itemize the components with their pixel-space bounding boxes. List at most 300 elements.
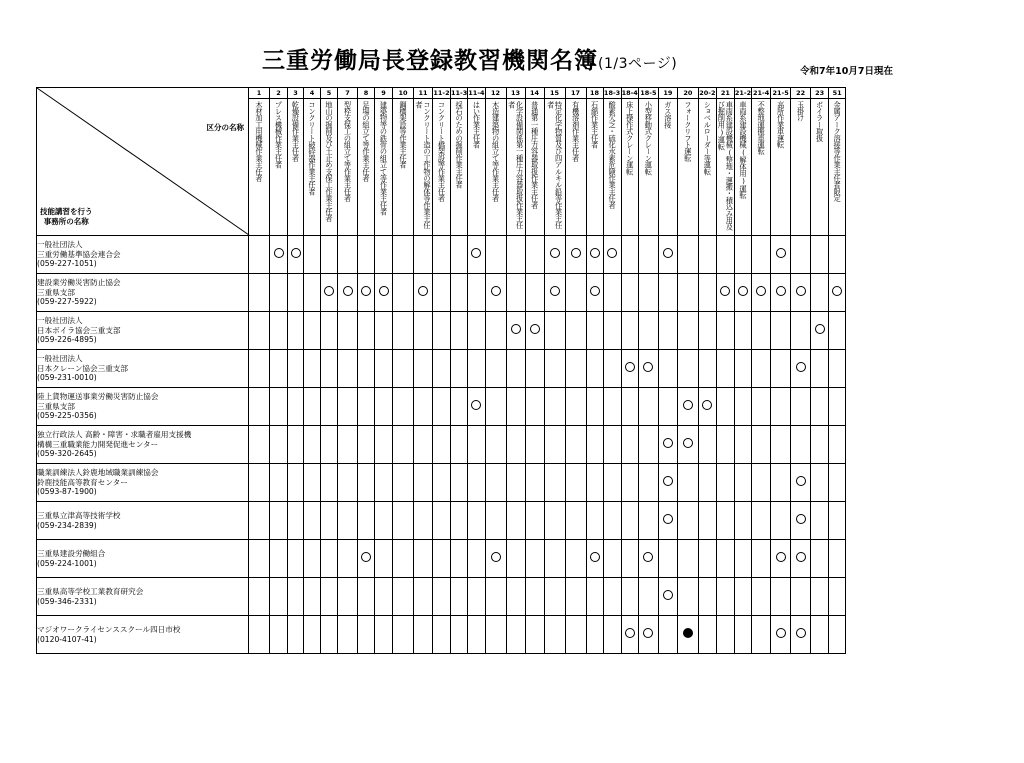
course-cell [565, 464, 586, 502]
course-cell [621, 388, 638, 426]
course-cell [658, 388, 677, 426]
course-cell [468, 312, 485, 350]
course-cell [565, 616, 586, 654]
course-cell [249, 350, 270, 388]
organization-name-line: 鈴鹿技能高等教育センター [37, 477, 128, 487]
organization-cell [37, 350, 249, 388]
column-number: 21-5 [772, 89, 789, 97]
table-row [37, 464, 846, 502]
circle-mark [291, 248, 301, 258]
column-header [304, 99, 321, 236]
corner-label-office-line1: 技能講習を行う [40, 207, 93, 216]
column-name: ガス溶接 [663, 101, 673, 128]
course-cell [321, 578, 338, 616]
course-cell [506, 616, 525, 654]
column-number: 11 [414, 88, 433, 99]
course-cell [811, 502, 829, 540]
course-cell [288, 350, 304, 388]
course-cell [658, 274, 677, 312]
course-cell [485, 274, 506, 312]
column-number: 11-4 [468, 89, 485, 97]
column-header [451, 99, 468, 236]
course-cell [304, 464, 321, 502]
corner-label-category: 区分の名称 [206, 123, 244, 132]
column-name: ショベルローダー等運転 [703, 101, 713, 175]
column-number: 18-3 [603, 89, 621, 97]
course-cell [525, 616, 544, 654]
course-cell [249, 312, 270, 350]
organization-name-line: 職業訓練法人鈴鹿地域職業訓練協会 [37, 468, 159, 478]
course-cell [249, 616, 270, 654]
organization-cell [37, 274, 249, 312]
course-cell [565, 502, 586, 540]
column-header [565, 99, 586, 236]
course-cell [358, 578, 375, 616]
circle-mark [590, 248, 600, 258]
course-cell [375, 312, 393, 350]
filled-circle-mark [683, 628, 693, 638]
course-cell [321, 274, 338, 312]
circle-mark [379, 286, 389, 296]
organization-phone: (059-227-1051) [37, 259, 97, 269]
course-cell [829, 616, 846, 654]
course-cell [677, 578, 698, 616]
table-row [37, 616, 846, 654]
circle-mark [720, 286, 730, 296]
course-cell [288, 426, 304, 464]
column-name: 足場の組立て等作業主任者 [362, 101, 371, 182]
course-cell [698, 388, 716, 426]
course-cell [544, 464, 565, 502]
course-cell [771, 578, 791, 616]
course-cell [544, 502, 565, 540]
course-cell [270, 578, 288, 616]
course-cell [485, 388, 506, 426]
course-cell [304, 388, 321, 426]
course-cell [829, 388, 846, 426]
column-number-row [37, 88, 846, 99]
organization-name-line: 陸上貨物運送事業労働災害防止協会 [37, 392, 159, 402]
column-number: 20 [677, 88, 698, 99]
organization-cell [37, 578, 249, 616]
course-cell [393, 312, 414, 350]
course-cell [734, 464, 751, 502]
course-cell [433, 312, 451, 350]
title-main: 三重労働局長登録教習機関名簿 [262, 48, 598, 74]
course-cell [658, 464, 677, 502]
course-cell [451, 388, 468, 426]
course-cell [270, 274, 288, 312]
course-cell [698, 274, 716, 312]
circle-mark [643, 552, 653, 562]
course-cell [304, 540, 321, 578]
organization-name-line: 三重労働基準協会連合会 [37, 249, 121, 259]
course-cell [811, 388, 829, 426]
course-cell [829, 578, 846, 616]
course-cell [525, 426, 544, 464]
organization-cell [37, 616, 249, 654]
course-cell [716, 540, 734, 578]
column-header [698, 99, 716, 236]
column-name: 床上操作式クレーン運転 [625, 101, 635, 175]
column-name: はい作業主任者 [472, 101, 482, 148]
course-cell [658, 312, 677, 350]
course-cell [433, 502, 451, 540]
course-cell [586, 350, 603, 388]
course-cell [468, 388, 485, 426]
column-header [544, 99, 565, 236]
course-cell [771, 236, 791, 274]
course-cell [525, 312, 544, 350]
course-cell [621, 426, 638, 464]
column-name: ボイラー取扱 [815, 101, 825, 142]
course-cell [393, 502, 414, 540]
course-cell [586, 388, 603, 426]
course-cell [375, 426, 393, 464]
course-cell [451, 502, 468, 540]
organization-cell [37, 540, 249, 578]
course-cell [603, 236, 621, 274]
circle-mark [590, 552, 600, 562]
course-cell [677, 312, 698, 350]
course-cell [586, 540, 603, 578]
course-cell [811, 236, 829, 274]
course-cell [791, 426, 811, 464]
course-cell [414, 350, 433, 388]
course-cell [677, 274, 698, 312]
course-cell [658, 350, 677, 388]
column-name: 車両系建設機械(整地・運搬・積込み用及び掘削用)運転 [717, 101, 735, 231]
course-cell [451, 578, 468, 616]
column-header [525, 99, 544, 236]
course-cell [565, 274, 586, 312]
column-name: プレス機械作業主任者 [274, 101, 284, 168]
column-header [811, 99, 829, 236]
circle-mark [607, 248, 617, 258]
course-cell [734, 426, 751, 464]
column-name: 化学設備関係第一種圧力容器取扱作業主任者 [507, 101, 525, 229]
course-cell [791, 616, 811, 654]
course-cell [393, 236, 414, 274]
course-cell [414, 274, 433, 312]
course-cell [451, 426, 468, 464]
circle-mark [643, 362, 653, 372]
course-cell [752, 274, 771, 312]
course-cell [304, 236, 321, 274]
course-cell [506, 388, 525, 426]
circle-mark [324, 286, 334, 296]
organization-name-line: 独立行政法人 高齢・障害・求職者雇用支援機 [37, 430, 192, 440]
course-cell [485, 616, 506, 654]
course-cell [506, 540, 525, 578]
column-number: 18 [586, 88, 603, 99]
course-cell [716, 426, 734, 464]
course-cell [771, 464, 791, 502]
circle-mark [776, 628, 786, 638]
course-cell [638, 426, 658, 464]
column-header [358, 99, 375, 236]
column-name: 鋼橋架設等作業主任者 [399, 101, 408, 168]
course-cell [658, 616, 677, 654]
course-cell [270, 350, 288, 388]
course-cell [393, 426, 414, 464]
course-cell [603, 578, 621, 616]
page-title [262, 42, 782, 82]
course-cell [544, 274, 565, 312]
course-cell [544, 578, 565, 616]
course-cell [288, 236, 304, 274]
column-header [485, 99, 506, 236]
course-cell [752, 578, 771, 616]
course-cell [752, 464, 771, 502]
course-cell [270, 426, 288, 464]
course-cell [525, 388, 544, 426]
course-cell [304, 616, 321, 654]
table-row [37, 312, 846, 350]
course-cell [249, 502, 270, 540]
course-cell [752, 350, 771, 388]
column-name: コンクリート造の工作物の解体等作業主任者 [415, 101, 432, 229]
course-cell [414, 502, 433, 540]
organization-phone: (0120-4107-41) [37, 634, 97, 644]
course-cell [485, 426, 506, 464]
course-cell [791, 274, 811, 312]
course-cell [393, 616, 414, 654]
course-cell [791, 350, 811, 388]
registration-table [36, 87, 846, 654]
table-row [37, 350, 846, 388]
course-cell [433, 464, 451, 502]
organization-phone: (059-234-2839) [37, 520, 97, 530]
organization-phone: (059-227-5922) [37, 297, 97, 307]
course-cell [358, 236, 375, 274]
course-cell [288, 578, 304, 616]
course-cell [565, 540, 586, 578]
column-header [603, 99, 621, 236]
course-cell [698, 464, 716, 502]
course-cell [677, 426, 698, 464]
course-cell [485, 578, 506, 616]
circle-mark [491, 286, 501, 296]
course-cell [506, 274, 525, 312]
course-cell [716, 350, 734, 388]
column-header [321, 99, 338, 236]
column-name: 車両系建設機械(解体用)運転 [738, 101, 748, 199]
course-cell [393, 350, 414, 388]
course-cell [638, 236, 658, 274]
course-cell [677, 616, 698, 654]
course-cell [358, 464, 375, 502]
circle-mark [776, 286, 786, 296]
table-row [37, 274, 846, 312]
column-number: 22 [791, 88, 811, 99]
course-cell [771, 616, 791, 654]
course-cell [791, 388, 811, 426]
course-cell [451, 274, 468, 312]
course-cell [506, 578, 525, 616]
course-cell [791, 312, 811, 350]
course-cell [603, 502, 621, 540]
column-number: 2 [270, 88, 288, 99]
course-cell [433, 426, 451, 464]
course-cell [586, 236, 603, 274]
course-cell [414, 578, 433, 616]
column-number: 12 [485, 88, 506, 99]
column-name: 木造建築物の組立て等作業主任者 [491, 101, 501, 202]
column-name: 乾燥設備作業主任者 [291, 101, 301, 162]
course-cell [506, 236, 525, 274]
column-number: 18-4 [621, 89, 638, 97]
circle-mark [683, 438, 693, 448]
course-cell [451, 312, 468, 350]
course-cell [716, 312, 734, 350]
column-header [791, 99, 811, 236]
course-cell [638, 274, 658, 312]
course-cell [485, 540, 506, 578]
organization-cell [37, 312, 249, 350]
column-name: 木材加工用機械作業主任者 [255, 101, 264, 182]
course-cell [677, 540, 698, 578]
course-cell [829, 540, 846, 578]
course-cell [771, 540, 791, 578]
course-cell [811, 578, 829, 616]
course-cell [586, 464, 603, 502]
course-cell [811, 274, 829, 312]
course-cell [288, 312, 304, 350]
course-cell [375, 502, 393, 540]
course-cell [249, 388, 270, 426]
column-header [468, 99, 485, 236]
course-cell [451, 540, 468, 578]
course-cell [433, 540, 451, 578]
course-cell [525, 502, 544, 540]
column-header [752, 99, 771, 236]
organization-cell [37, 426, 249, 464]
circle-mark [815, 324, 825, 334]
circle-mark [590, 286, 600, 296]
column-header [621, 99, 638, 236]
course-cell [771, 350, 791, 388]
course-cell [525, 578, 544, 616]
course-cell [375, 388, 393, 426]
course-cell [414, 312, 433, 350]
course-cell [414, 464, 433, 502]
course-cell [433, 350, 451, 388]
course-cell [734, 540, 751, 578]
course-cell [771, 426, 791, 464]
course-cell [791, 578, 811, 616]
circle-mark [796, 628, 806, 638]
circle-mark [683, 400, 693, 410]
course-cell [525, 350, 544, 388]
course-cell [771, 312, 791, 350]
circle-mark [663, 476, 673, 486]
circle-mark [625, 362, 635, 372]
course-cell [752, 616, 771, 654]
course-cell [752, 540, 771, 578]
column-header [288, 99, 304, 236]
course-cell [468, 274, 485, 312]
course-cell [752, 236, 771, 274]
course-cell [321, 464, 338, 502]
as-of-date: 令和7年10月7日現在 [800, 66, 893, 77]
course-cell [621, 464, 638, 502]
course-cell [270, 388, 288, 426]
course-cell [621, 616, 638, 654]
course-cell [716, 274, 734, 312]
course-cell [358, 616, 375, 654]
course-cell [621, 502, 638, 540]
course-cell [433, 274, 451, 312]
course-cell [565, 312, 586, 350]
course-cell [565, 578, 586, 616]
course-cell [811, 616, 829, 654]
course-cell [304, 274, 321, 312]
column-header [677, 99, 698, 236]
column-name: 特定化学物質及び四アルキル鉛等作業主任者 [546, 101, 564, 229]
column-number: 13 [506, 88, 525, 99]
course-cell [638, 388, 658, 426]
course-cell [468, 502, 485, 540]
course-cell [638, 312, 658, 350]
column-number: 21-2 [734, 89, 752, 97]
course-cell [603, 426, 621, 464]
organization-name-line: 構構三重職業能力開発促進センター [37, 439, 159, 449]
column-name: 小型移動式クレーン運転 [644, 101, 654, 175]
course-cell [621, 312, 638, 350]
course-cell [621, 540, 638, 578]
course-cell [638, 502, 658, 540]
course-cell [375, 236, 393, 274]
course-cell [698, 426, 716, 464]
course-cell [338, 540, 358, 578]
course-cell [677, 464, 698, 502]
course-cell [485, 464, 506, 502]
column-name: 酸素欠乏・硫化水素危険作業主任者 [608, 101, 618, 209]
circle-mark [796, 552, 806, 562]
column-number: 7 [338, 88, 358, 99]
course-cell [358, 312, 375, 350]
course-cell [752, 426, 771, 464]
circle-mark [756, 286, 766, 296]
organization-name-line: 三重県支部 [37, 287, 75, 297]
course-cell [375, 578, 393, 616]
organization-name-line: マジオワークライセンススクール四日市校 [37, 624, 181, 634]
table-row [37, 426, 846, 464]
course-cell [288, 502, 304, 540]
course-cell [544, 388, 565, 426]
organization-name-line: 三重県高等学校工業教育研究会 [37, 586, 144, 596]
course-cell [375, 274, 393, 312]
course-cell [621, 350, 638, 388]
course-cell [698, 616, 716, 654]
column-name: コンクリート破砕器作業主任者 [308, 101, 317, 195]
course-cell [506, 312, 525, 350]
column-header [414, 99, 433, 236]
course-cell [829, 312, 846, 350]
course-cell [414, 388, 433, 426]
course-cell [304, 426, 321, 464]
course-cell [338, 388, 358, 426]
course-cell [603, 464, 621, 502]
course-cell [698, 236, 716, 274]
circle-mark [796, 476, 806, 486]
course-cell [358, 388, 375, 426]
course-cell [375, 464, 393, 502]
organization-cell [37, 502, 249, 540]
course-cell [468, 540, 485, 578]
column-header [734, 99, 751, 236]
